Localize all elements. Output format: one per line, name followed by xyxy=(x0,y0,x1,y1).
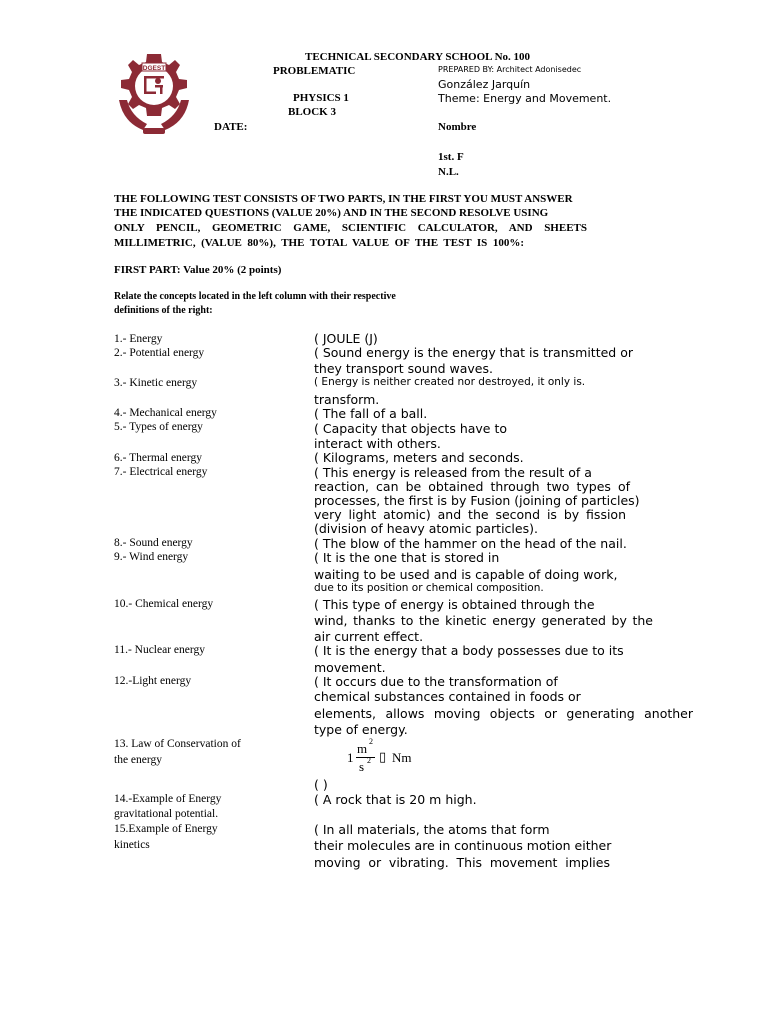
left-item-15b: kinetics xyxy=(114,839,150,851)
formula-equals-box: ▯ xyxy=(379,749,387,764)
school-name: TECHNICAL SECONDARY SCHOOL No. 100 xyxy=(305,51,531,63)
right-def-7c: processes, the first is by Fusion (joining of particles) xyxy=(314,493,640,508)
left-item-13b: the energy xyxy=(114,754,163,766)
right-def-9a: ( It is the one that is stored in xyxy=(314,550,500,565)
nombre-label: Nombre xyxy=(438,121,477,133)
right-def-12c: elements, allows moving objects or generating another xyxy=(314,706,693,721)
problematic-label: PROBLEMATIC xyxy=(273,65,356,77)
instructions-line-2: THE INDICATED QUESTIONS (VALUE 20%) AND IN THE SECOND RESOLVE USING xyxy=(114,207,549,219)
right-def-1: ( JOULE (J) xyxy=(314,331,378,346)
right-def-7d: very light atomic) and the second is by fission xyxy=(314,507,626,522)
right-def-10b: wind, thanks to the kinetic energy generated by the xyxy=(314,613,653,628)
left-item-2: 2.- Potential energy xyxy=(114,347,205,359)
left-item-12: 12.-Light energy xyxy=(114,675,192,687)
block-label: BLOCK 3 xyxy=(288,106,336,118)
formula-num-exp: 2 xyxy=(369,737,373,746)
nl-label: N.L. xyxy=(438,166,459,178)
instructions-line-3: ONLY PENCIL, GEOMETRIC GAME, SCIENTIFIC CALCULATOR, AND SHEETS xyxy=(114,222,587,234)
right-def-11b: movement. xyxy=(314,660,386,675)
formula-numerator: m xyxy=(357,741,368,756)
relate-line-1: Relate the concepts located in the left column with their respective xyxy=(114,291,396,302)
right-def-11a: ( It is the energy that a body possesses due to its xyxy=(314,643,624,658)
left-item-9: 9.- Wind energy xyxy=(114,551,189,563)
right-def-12a: ( It occurs due to the transformation of xyxy=(314,674,558,689)
right-def-14: ( A rock that is 20 m high. xyxy=(314,792,477,807)
right-def-5a: ( Capacity that objects have to xyxy=(314,421,508,436)
first-part-heading: FIRST PART: Value 20% (2 points) xyxy=(114,264,282,276)
right-def-10a: ( This type of energy is obtained through the xyxy=(314,597,595,612)
right-def-12b: chemical substances contained in foods or xyxy=(314,689,581,704)
formula-rhs: Nm xyxy=(392,750,412,765)
left-item-1: 1.- Energy xyxy=(114,333,163,345)
left-item-10: 10.- Chemical energy xyxy=(114,598,214,610)
left-item-5: 5.- Types of energy xyxy=(114,421,203,433)
right-def-7a: ( This energy is released from the result of a xyxy=(314,465,592,480)
right-def-15c: moving or vibrating. This movement implies xyxy=(314,855,610,870)
unit-formula xyxy=(346,737,426,776)
right-def-3a: ( Energy is neither created nor destroyed, it only is. xyxy=(314,376,586,388)
instructions-line-4: MILLIMETRIC, (VALUE 80%), THE TOTAL VALUE OF THE TEST IS 100%: xyxy=(114,237,524,249)
right-def-2b: they transport sound waves. xyxy=(314,361,493,376)
right-def-4: ( The fall of a ball. xyxy=(314,406,428,421)
right-def-8: ( The blow of the hammer on the head of the nail. xyxy=(314,536,627,551)
right-def-13: ( ) xyxy=(314,777,328,792)
formula-den-exp: 2 xyxy=(367,756,371,765)
right-def-7e: (division of heavy atomic particles). xyxy=(314,521,538,536)
right-def-7b: reaction, can be obtained through two types of xyxy=(314,479,630,494)
instructions-line-1: THE FOLLOWING TEST CONSISTS OF TWO PARTS, IN THE FIRST YOU MUST ANSWER xyxy=(114,193,573,205)
right-def-2a: ( Sound energy is the energy that is transmitted or xyxy=(314,345,633,360)
subject-label: PHYSICS 1 xyxy=(293,92,349,104)
right-def-6: ( Kilograms, meters and seconds. xyxy=(314,450,524,465)
theme-label: Theme: Energy and Movement. xyxy=(438,92,612,105)
left-item-4: 4.- Mechanical energy xyxy=(114,407,217,419)
school-logo xyxy=(113,50,195,142)
left-item-14b: gravitational potential. xyxy=(114,808,219,820)
right-def-5b: interact with others. xyxy=(314,436,441,451)
right-def-10c: air current effect. xyxy=(314,629,424,644)
left-item-14a: 14.-Example of Energy xyxy=(114,793,222,805)
left-item-6: 6.- Thermal energy xyxy=(114,452,203,464)
author-name: González Jarquín xyxy=(438,78,531,91)
left-item-3: 3.- Kinetic energy xyxy=(114,377,198,389)
left-item-13a: 13. Law of Conservation of xyxy=(114,738,241,750)
left-item-8: 8.- Sound energy xyxy=(114,537,193,549)
right-def-15a: ( In all materials, the atoms that form xyxy=(314,822,550,837)
left-item-7: 7.- Electrical energy xyxy=(114,466,208,478)
right-def-15b: their molecules are in continuous motion either xyxy=(314,838,612,853)
right-def-9c: due to its position or chemical composition. xyxy=(314,582,544,594)
date-label: DATE: xyxy=(214,121,248,133)
left-item-15a: 15.Example of Energy xyxy=(114,823,218,835)
logo-text: DGEST xyxy=(142,65,166,72)
right-def-12d: type of energy. xyxy=(314,722,408,737)
formula-denominator: s xyxy=(359,759,365,774)
right-def-3b: transform. xyxy=(314,392,380,407)
grade-label: 1st. F xyxy=(438,151,464,163)
relate-line-2: definitions of the right: xyxy=(114,305,213,316)
formula-one: 1 xyxy=(347,750,354,765)
right-def-9b: waiting to be used and is capable of doing work, xyxy=(314,567,618,582)
prepared-by: PREPARED BY: Architect Adonisedec xyxy=(438,65,582,74)
formula-fraction-bar xyxy=(356,757,375,758)
left-item-11: 11.- Nuclear energy xyxy=(114,644,206,656)
